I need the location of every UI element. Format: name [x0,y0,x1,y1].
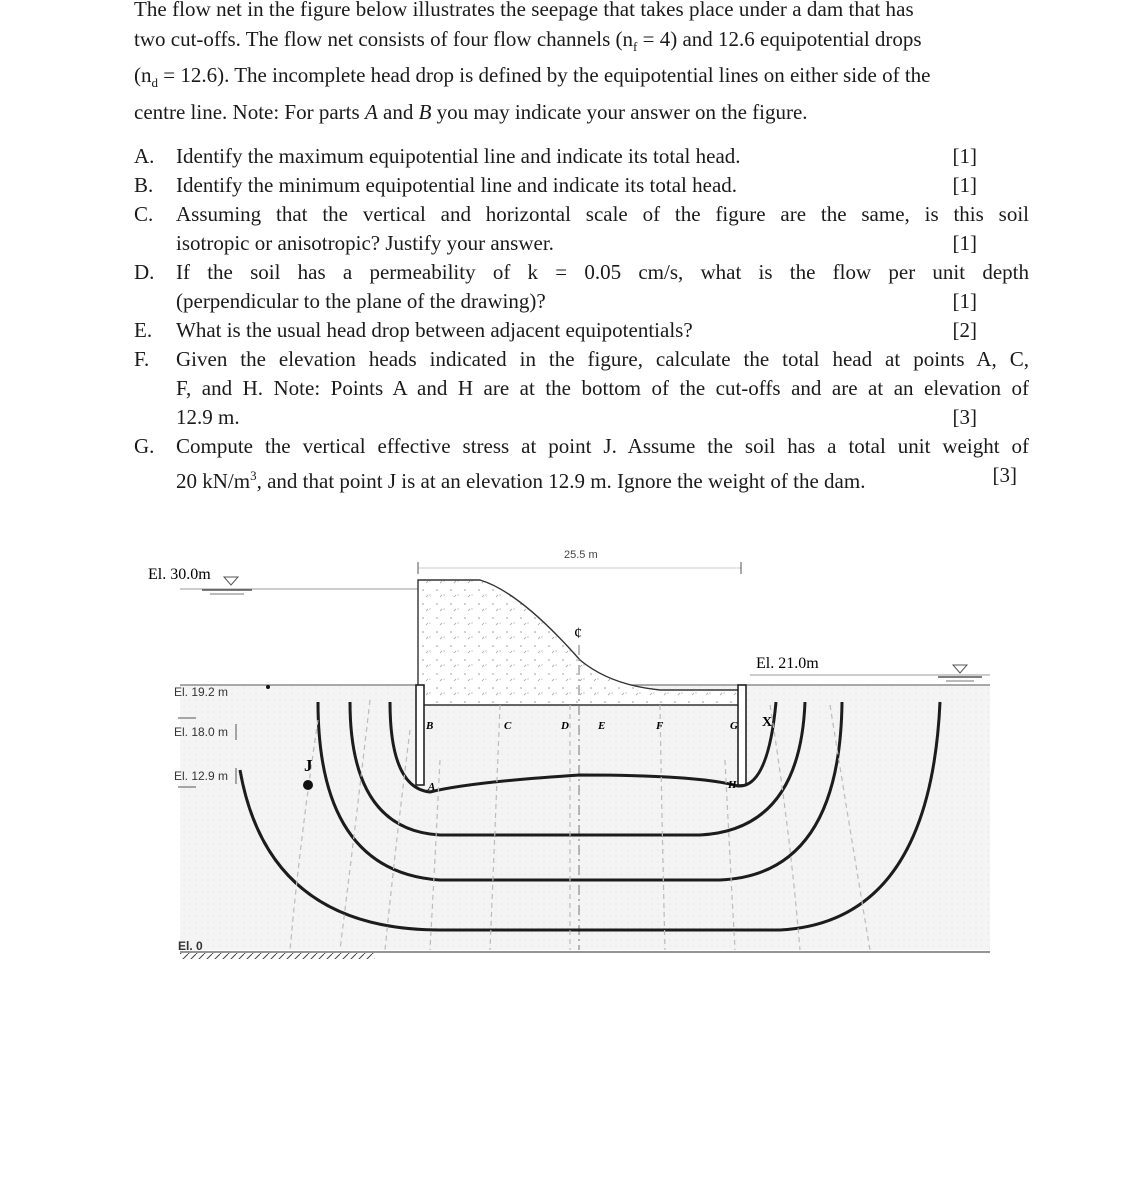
point-label-e: E [598,720,606,732]
point-label-d: D [561,720,569,732]
point-label-h: H [728,779,737,791]
point-j-marker [303,780,313,790]
point-label-f: F [656,720,664,732]
point-label-a: A [428,781,436,793]
point-label-g: G [730,720,738,732]
flow-net-figure [140,530,1000,970]
point-label-b: B [426,720,434,732]
question-a: A. Identify the maximum equipotential line and indicate its total head. [1] [134,142,1029,171]
marks: [2] [952,318,977,342]
downstream-elevation-label: El. 21.0m [756,655,819,672]
intro-line-2: two cut-offs. The flow net consists of four flow channels $(n_f = 4)$ and 12.6 equipotential drops [134,26,922,54]
marks: [3] [992,463,1017,487]
elevation-label-18-0: El. 18.0 m [174,725,229,739]
centerline-symbol: ¢ [574,625,582,642]
intro-paragraph [134,0,1029,127]
water-level-icon [953,665,967,673]
question-f-cont: F, and H. Note: Points A and H are at the bottom of the cut-offs and are at an elevation of [176,376,1029,400]
elevation-label-12-9: El. 12.9 m [174,769,229,783]
question-d: D. If the soil has a permeability of k = 0.05 cm/s, what is the flow per unit depth [134,260,1029,284]
marks: [1] [952,173,977,197]
water-level-icon [224,577,238,585]
intro-line-3: $(n_d = 12.6)$. The incomplete head drop is defined by the equipotential lines on either side of the [134,63,931,91]
question-c: C. Assuming that the vertical and horizontal scale of the figure are the same, is this soil [134,202,1029,226]
elevation-label-19-2: El. 19.2 m [174,685,229,699]
upstream-cutoff [416,685,424,785]
intro-line-4: centre line. Note: For parts A and B you may indicate your answer on the figure. [134,99,808,124]
question-list [134,142,1029,493]
width-dimension-label: 25.5 m [564,549,598,561]
question-b: B. Identify the minimum equipotential line and indicate its total head. [1] [134,171,1029,200]
upstream-elevation-label: El. 30.0m [148,566,211,583]
intro-line-1: The flow net in the figure below illustrates the seepage that takes place under a dam that has [134,0,914,21]
soil-layer [180,685,990,950]
question-d-cont: (perpendicular to the plane of the drawing)? [1] [134,287,1029,316]
question-g: G. Compute the vertical effective stress at point J. Assume the soil has a total unit weight of [134,434,1029,458]
marks: [1] [952,289,977,313]
question-g-cont: 20 $kN/m^3$, and that point J is at an elevation 12.9 m. Ignore the weight of the dam. [3] [176,463,1017,493]
question-e: E. What is the usual head drop between adjacent equipotentials? [2] [134,316,1029,345]
downstream-cutoff [738,685,746,785]
marks: [1] [952,231,977,255]
question-c-cont: isotropic or anisotropic? Justify your answer. [1] [134,229,1029,258]
impervious-hatch [180,953,375,959]
elevation-label-0: El. 0 [178,939,203,953]
point-label-x: X [762,715,773,730]
marks: [3] [952,405,977,429]
point-label-j: J [304,756,313,775]
question-f-cont2: 12.9 m. [3] [134,403,1029,432]
reference-dot [266,685,270,689]
point-label-c: C [504,720,512,732]
marks: [1] [952,144,977,168]
question-f: F. Given the elevation heads indicated in the figure, calculate the total head at points A, C, [134,347,1029,371]
